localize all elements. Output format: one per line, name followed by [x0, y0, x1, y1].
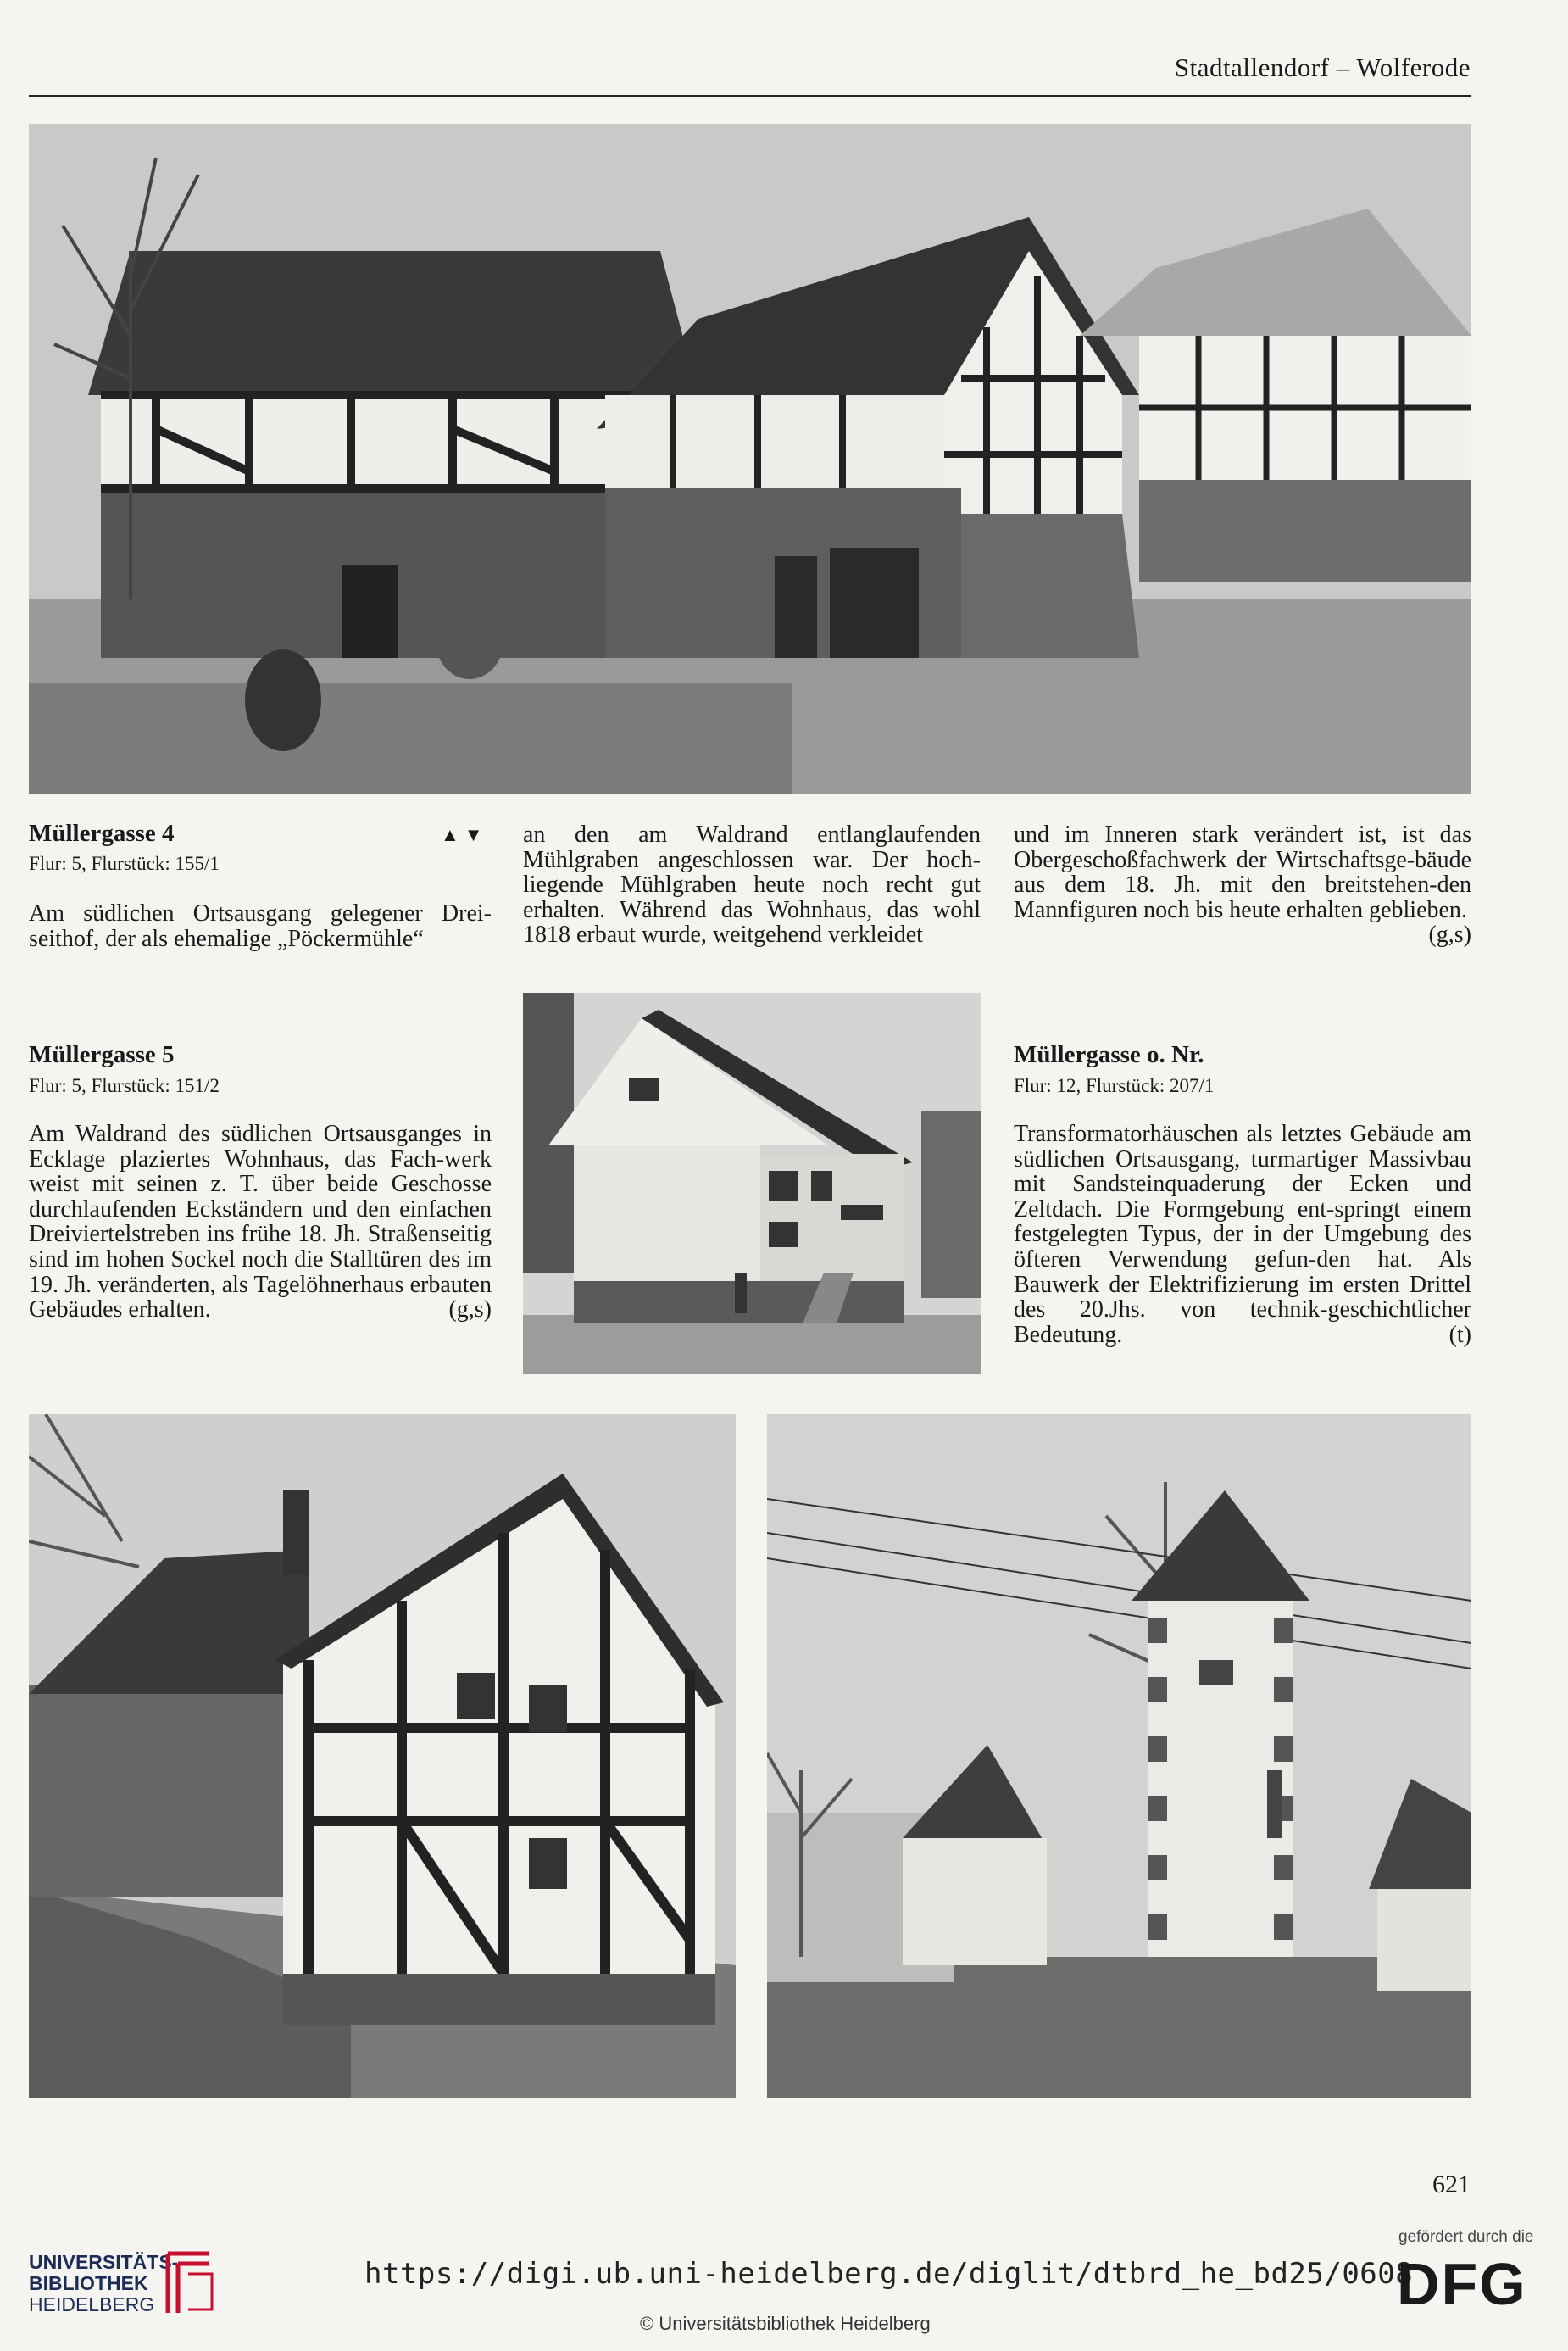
- photo-half-timbered-house-image: [29, 1414, 736, 2098]
- flur-muellergasse-4: Flur: 5, Flurstück: 155/1: [29, 853, 220, 874]
- flur-muellergasse-5: Flur: 5, Flurstück: 151/2: [29, 1075, 220, 1096]
- page-number: 621: [1432, 2170, 1471, 2198]
- text-paragraph: [1014, 822, 1471, 949]
- photo-transformer-tower-image: [767, 1414, 1471, 2098]
- library-name-line-1: UNIVERSITÄTS-: [29, 2251, 179, 2273]
- library-logo-icon: [159, 2245, 219, 2318]
- header-rule: [29, 95, 1471, 97]
- photo-muellergasse-4: [29, 124, 1471, 794]
- text-paragraph: Am südlichen Ortsausgang gelegener Drei-seithof, der als ehemalige „Pöckermühle“: [29, 900, 492, 952]
- text-paragraph: [1014, 1122, 1471, 1347]
- photo-muellergasse-5: [523, 993, 981, 1374]
- funding-notice: gefördert durch die: [1398, 2228, 1534, 2246]
- author-signature: (g,s): [1428, 922, 1471, 949]
- photo-half-timbered-house: [29, 1414, 736, 2098]
- text-muellergasse-o-nr: [1014, 1122, 1471, 1347]
- text-muellergasse-5: [29, 1122, 492, 1323]
- text-muellergasse-4-col1: [29, 901, 492, 951]
- library-name: [29, 2252, 178, 2315]
- photo-muellergasse-5-image: [523, 993, 981, 1374]
- direction-markers: ▲▼: [441, 824, 488, 845]
- running-header: Stadtallendorf – Wolferode: [1174, 53, 1471, 82]
- flur-muellergasse-o-nr: Flur: 12, Flurstück: 207/1: [1014, 1075, 1215, 1096]
- digitization-footer: [0, 2220, 1568, 2351]
- dfg-logo: DFG: [1397, 2251, 1527, 2317]
- text-muellergasse-4-col3: [1014, 822, 1471, 948]
- author-signature: (t): [1448, 1321, 1471, 1348]
- author-signature: (g,s): [448, 1296, 492, 1323]
- copyright-notice: © Universitätsbibliothek Heidelberg: [640, 2313, 931, 2334]
- heading-muellergasse-5: Müllergasse 5: [29, 1041, 175, 1068]
- text-muellergasse-4-col2: [523, 822, 981, 948]
- text-paragraph: [29, 1122, 492, 1323]
- photo-muellergasse-4-image: [29, 124, 1471, 794]
- heading-muellergasse-o-nr: Müllergasse o. Nr.: [1014, 1041, 1204, 1068]
- heading-muellergasse-4: Müllergasse 4: [29, 820, 175, 847]
- photo-transformer-tower: [767, 1414, 1471, 2098]
- permalink-url[interactable]: https://digi.ub.uni-heidelberg.de/diglit/dtbrd_he_bd25/0608: [364, 2257, 1414, 2291]
- text-body: Transformatorhäuschen als letztes Gebäude am südlichen Ortsausgang, turmartiger Massivbau mit Sandsteinquaderung der Ecken und Zeltdach. Die Formgebung ent-springt einem festgelegten Typus, der in der Umgebung des öfteren Verwendung gefun-den hat. Als Bauwerk der Elektrifizierung im ersten Drittel des 20.Jhs. von technik-geschichtlicher Bedeutung.: [1014, 1121, 1471, 1348]
- library-name-line-3: HEIDELBERG: [29, 2293, 155, 2315]
- text-body: Am Waldrand des südlichen Ortsausganges in Ecklage plaziertes Wohnhaus, das Fach-werk weist mit seinen z. T. über beide Geschosse durchlaufenden Eckständern und den einfachen Dreiviertelstreben ins frühe 18. Jh. Straßenseitig sind im hohen Sockel noch die Stalltüren des im 19. Jh. veränderten, als Tagelöhnerhaus erbauten Gebäudes erhalten.: [29, 1121, 492, 1323]
- text-paragraph: an den am Waldrand entlanglaufenden Mühlgraben angeschlossen war. Der hoch-liegende Mühlgraben heute noch recht gut erhalten. Während das Wohnhaus, das wohl 1818 erbaut wurde, weitgehend verkleidet: [523, 822, 981, 949]
- text-body: und im Inneren stark verändert ist, ist das Obergeschoßfachwerk der Wirtschaftsge-bäude aus dem 18. Jh. mit den breitstehen-den Mannfiguren noch bis heute erhalten geblieben.: [1014, 822, 1471, 923]
- library-name-line-2: BIBLIOTHEK: [29, 2272, 148, 2294]
